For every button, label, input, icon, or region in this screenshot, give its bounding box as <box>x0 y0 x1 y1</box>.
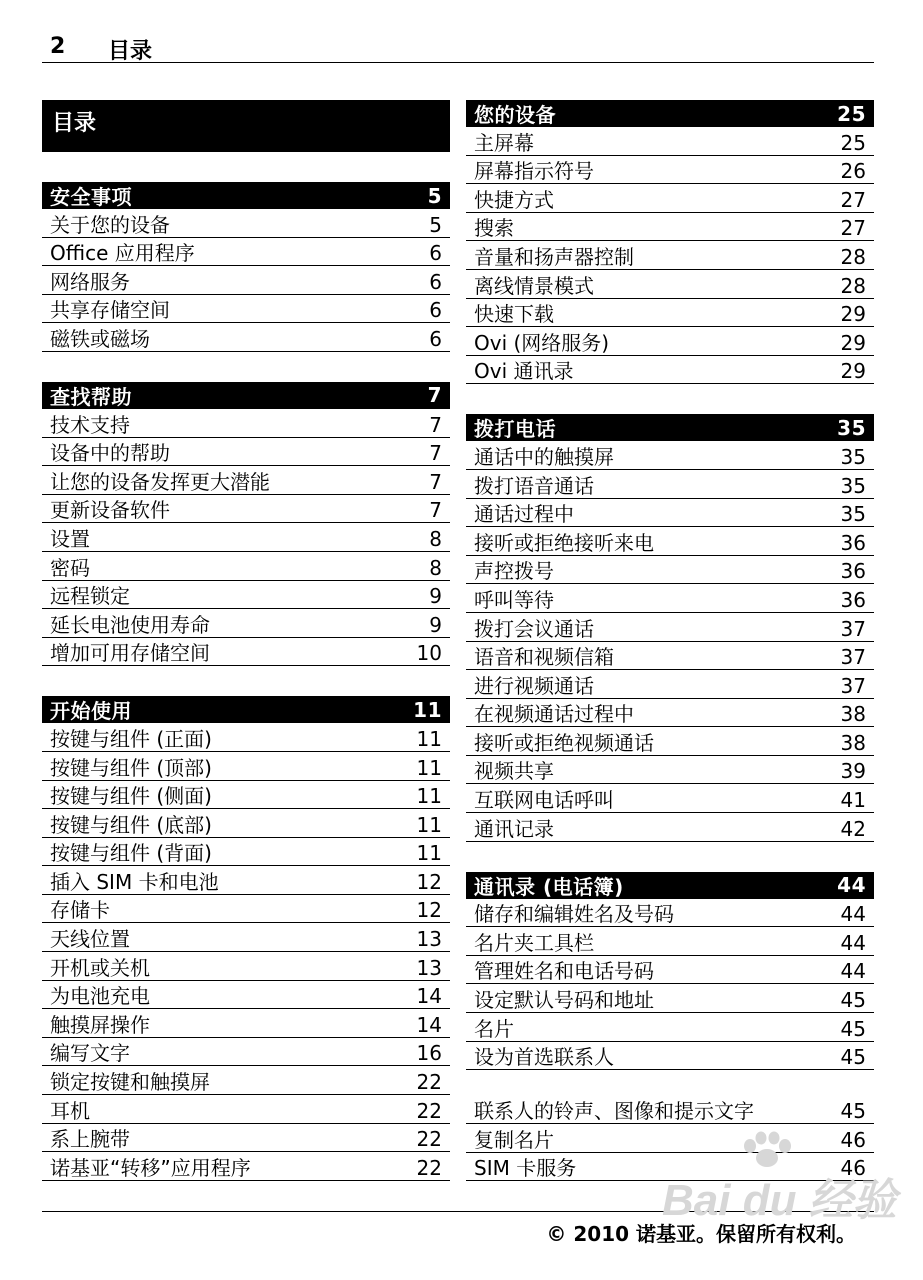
toc-entry[interactable] <box>466 556 874 585</box>
entry-title: 名片 <box>474 1016 514 1041</box>
section-page-number: 25 <box>837 101 866 126</box>
toc-entry[interactable] <box>42 895 450 924</box>
entry-title: 通讯记录 <box>474 816 554 841</box>
toc-entry[interactable] <box>466 270 874 299</box>
section-title: 查找帮助 <box>50 384 132 409</box>
entry-page-number: 12 <box>416 898 442 923</box>
entry-page-number: 14 <box>416 1012 442 1037</box>
entry-title: 密码 <box>50 555 90 580</box>
section-heading[interactable] <box>42 696 450 723</box>
entry-title: 耳机 <box>50 1098 90 1123</box>
entry-title: 系上腕带 <box>50 1127 130 1152</box>
toc-entry[interactable] <box>466 1153 874 1182</box>
section-page-number: 35 <box>837 415 866 440</box>
section-page-number: 11 <box>413 697 442 722</box>
entry-title: 主屏幕 <box>474 130 534 155</box>
toc-entry[interactable] <box>466 156 874 185</box>
section-title: 通讯录 (电话簿) <box>474 874 624 899</box>
toc-entry[interactable] <box>42 1124 450 1153</box>
toc-entry[interactable] <box>42 552 450 581</box>
entry-page-number: 36 <box>840 559 866 584</box>
entry-page-number: 37 <box>840 616 866 641</box>
section-page-number: 44 <box>837 873 866 898</box>
toc-entry[interactable] <box>466 356 874 385</box>
entry-title: 声控拨号 <box>474 559 554 584</box>
entry-title: 设为首选联系人 <box>474 1045 614 1070</box>
toc-entry[interactable] <box>466 184 874 213</box>
entry-page-number: 28 <box>840 244 866 269</box>
copyright-text: © 2010 诺基亚。保留所有权利。 <box>546 1222 856 1246</box>
entry-page-number: 12 <box>416 869 442 894</box>
toc-section <box>466 414 874 841</box>
entry-page-number: 7 <box>429 412 442 437</box>
toc-entry[interactable] <box>42 723 450 752</box>
entry-title: 触摸屏操作 <box>50 1012 150 1037</box>
section-page-number: 5 <box>427 183 442 208</box>
entry-title: 磁铁或磁场 <box>50 326 150 351</box>
toc-entry[interactable] <box>42 609 450 638</box>
toc-entry[interactable] <box>466 642 874 671</box>
entry-page-number: 36 <box>840 587 866 612</box>
toc-entry[interactable] <box>42 295 450 324</box>
entry-page-number: 11 <box>416 784 442 809</box>
entry-page-number: 35 <box>840 502 866 527</box>
toc-entry[interactable] <box>42 323 450 352</box>
entry-page-number: 46 <box>840 1127 866 1152</box>
entry-title: 通话过程中 <box>474 502 574 527</box>
entry-page-number: 39 <box>840 759 866 784</box>
entry-page-number: 38 <box>840 702 866 727</box>
page-footer <box>42 1211 874 1246</box>
entry-title: 接听或拒绝视频通话 <box>474 730 654 755</box>
page-header <box>42 30 874 63</box>
watermark-text: Bai du 经验 <box>662 1176 897 1225</box>
entry-title: 远程锁定 <box>50 584 130 609</box>
entry-page-number: 6 <box>429 269 442 294</box>
toc-entry[interactable] <box>42 1066 450 1095</box>
toc-entry[interactable] <box>466 727 874 756</box>
page-number: 2 <box>50 34 66 59</box>
entry-title: 设置 <box>50 526 90 551</box>
entry-page-number: 7 <box>429 469 442 494</box>
entry-title: 视频共享 <box>474 759 554 784</box>
entry-page-number: 45 <box>840 1099 866 1124</box>
entry-title: 让您的设备发挥更大潜能 <box>50 469 270 494</box>
entry-title: 按键与组件 (顶部) <box>50 755 212 780</box>
entry-page-number: 45 <box>840 988 866 1013</box>
entry-title: 网络服务 <box>50 269 130 294</box>
toc-entry[interactable] <box>42 1095 450 1124</box>
entry-title: 关于您的设备 <box>50 212 170 237</box>
toc-entry[interactable] <box>466 1070 874 1124</box>
toc-entry[interactable] <box>42 809 450 838</box>
toc-section <box>42 182 450 352</box>
entry-page-number: 42 <box>840 816 866 841</box>
left-column <box>42 100 450 1211</box>
toc-entry[interactable] <box>42 438 450 467</box>
right-column <box>466 100 874 1211</box>
entry-title: 在视频通话过程中 <box>474 702 634 727</box>
toc-entry[interactable] <box>466 470 874 499</box>
toc-entry[interactable] <box>466 527 874 556</box>
entry-title: 复制名片 <box>474 1127 554 1152</box>
entry-title: 快速下载 <box>474 302 554 327</box>
entry-page-number: 8 <box>429 555 442 580</box>
entry-page-number: 16 <box>416 1041 442 1066</box>
entry-title: 按键与组件 (正面) <box>50 726 212 751</box>
entry-title: 离线情景模式 <box>474 273 594 298</box>
entry-page-number: 41 <box>840 788 866 813</box>
entry-title: 设备中的帮助 <box>50 441 170 466</box>
entry-page-number: 46 <box>840 1156 866 1181</box>
toc-entry[interactable] <box>466 499 874 528</box>
entry-page-number: 25 <box>840 130 866 155</box>
toc-entry[interactable] <box>42 638 450 667</box>
entry-page-number: 7 <box>429 441 442 466</box>
entry-title: 屏幕指示符号 <box>474 159 594 184</box>
toc-entry[interactable] <box>466 784 874 813</box>
toc-entry[interactable] <box>466 1013 874 1042</box>
entry-page-number: 44 <box>840 959 866 984</box>
entry-title: 按键与组件 (背面) <box>50 841 212 866</box>
toc-entry[interactable] <box>466 756 874 785</box>
entry-title: 共享存储空间 <box>50 298 170 323</box>
entry-page-number: 6 <box>429 326 442 351</box>
entry-title: 拨打语音通话 <box>474 473 594 498</box>
toc-entry[interactable] <box>42 1038 450 1067</box>
toc-entry[interactable] <box>466 1124 874 1153</box>
entry-title: Ovi 通讯录 <box>474 359 574 384</box>
toc-entry[interactable] <box>466 327 874 356</box>
toc-entry[interactable] <box>466 441 874 470</box>
entry-page-number: 22 <box>416 1098 442 1123</box>
entry-title: 音量和扬声器控制 <box>474 244 634 269</box>
section-title: 拨打电话 <box>474 417 556 442</box>
toc-entry[interactable] <box>466 613 874 642</box>
entry-page-number: 27 <box>840 216 866 241</box>
entry-page-number: 44 <box>840 902 866 927</box>
toc-entry[interactable] <box>466 584 874 613</box>
entry-title: 呼叫等待 <box>474 587 554 612</box>
entry-title: 增加可用存储空间 <box>50 641 210 666</box>
entry-page-number: 27 <box>840 187 866 212</box>
toc-entry[interactable] <box>466 213 874 242</box>
entry-title: 更新设备软件 <box>50 498 170 523</box>
entry-page-number: 37 <box>840 673 866 698</box>
entry-page-number: 22 <box>416 1070 442 1095</box>
entry-title: 天线位置 <box>50 927 130 952</box>
entry-page-number: 35 <box>840 473 866 498</box>
toc-entry[interactable] <box>42 581 450 610</box>
toc-entry[interactable] <box>466 984 874 1013</box>
toc-entry[interactable] <box>466 670 874 699</box>
entry-title: 进行视频通话 <box>474 673 594 698</box>
entry-page-number: 11 <box>416 812 442 837</box>
entry-page-number: 45 <box>840 1016 866 1041</box>
entry-title: 延长电池使用寿命 <box>50 612 210 637</box>
entry-page-number: 38 <box>840 730 866 755</box>
entry-page-number: 8 <box>429 526 442 551</box>
entry-title: 按键与组件 (侧面) <box>50 784 212 809</box>
entry-page-number: 14 <box>416 984 442 1009</box>
section-heading[interactable] <box>42 382 450 409</box>
entry-title: 诺基亚“转移”应用程序 <box>50 1155 251 1180</box>
entry-page-number: 45 <box>840 1045 866 1070</box>
entry-page-number: 26 <box>840 159 866 184</box>
entry-page-number: 11 <box>416 755 442 780</box>
entry-page-number: 13 <box>416 955 442 980</box>
entry-title: 开机或关机 <box>50 955 150 980</box>
section-heading[interactable] <box>466 872 874 899</box>
toc-entry[interactable] <box>42 952 450 981</box>
toc-entry[interactable] <box>42 838 450 867</box>
section-heading[interactable] <box>42 182 450 209</box>
section-title: 安全事项 <box>50 185 132 209</box>
entry-title: Office 应用程序 <box>50 241 195 266</box>
toc-entry[interactable] <box>42 866 450 895</box>
toc-entry[interactable] <box>42 266 450 295</box>
entry-page-number: 35 <box>840 444 866 469</box>
toc-title: 目录 <box>42 100 450 152</box>
toc-entry[interactable] <box>42 209 450 238</box>
entry-title: 为电池充电 <box>50 984 150 1009</box>
toc-entry[interactable] <box>466 899 874 928</box>
entry-title: 储存和编辑姓名及号码 <box>474 902 674 927</box>
toc-entry[interactable] <box>42 523 450 552</box>
entry-page-number: 22 <box>416 1155 442 1180</box>
toc-entry[interactable] <box>42 981 450 1010</box>
entry-page-number: 13 <box>416 927 442 952</box>
toc-entry[interactable] <box>42 781 450 810</box>
entry-page-number: 37 <box>840 645 866 670</box>
entry-page-number: 29 <box>840 330 866 355</box>
toc-entry[interactable] <box>466 299 874 328</box>
entry-page-number: 29 <box>840 302 866 327</box>
toc-section <box>466 100 874 384</box>
entry-page-number: 22 <box>416 1127 442 1152</box>
entry-page-number: 9 <box>429 584 442 609</box>
entry-page-number: 5 <box>429 212 442 237</box>
entry-title: 拨打会议通话 <box>474 616 594 641</box>
entry-title: 快捷方式 <box>474 187 554 212</box>
toc-entry[interactable] <box>466 241 874 270</box>
header-title: 目录 <box>108 39 153 64</box>
entry-title: 技术支持 <box>50 412 130 437</box>
entry-title: 互联网电话呼叫 <box>474 788 614 813</box>
entry-page-number: 6 <box>429 241 442 266</box>
entry-page-number: 11 <box>416 726 442 751</box>
section-title: 开始使用 <box>50 699 132 724</box>
toc-section <box>42 382 450 666</box>
entry-title: SIM 卡服务 <box>474 1156 577 1181</box>
toc-section <box>42 696 450 1181</box>
entry-title: 接听或拒绝接听来电 <box>474 530 654 555</box>
entry-title: 语音和视频信箱 <box>474 645 614 670</box>
toc-entry[interactable] <box>42 238 450 267</box>
toc-entry[interactable] <box>42 495 450 524</box>
entry-title: 锁定按键和触摸屏 <box>50 1070 210 1095</box>
entry-title: 设定默认号码和地址 <box>474 988 654 1013</box>
toc-entry[interactable] <box>466 1042 874 1071</box>
entry-title: 存储卡 <box>50 898 110 923</box>
entry-title: 名片夹工具栏 <box>474 930 594 955</box>
toc-entry[interactable] <box>466 927 874 956</box>
section-title: 您的设备 <box>474 103 556 127</box>
section-page-number: 7 <box>427 383 442 408</box>
section-heading[interactable] <box>466 100 874 127</box>
entry-page-number: 36 <box>840 530 866 555</box>
entry-page-number: 28 <box>840 273 866 298</box>
entry-title: 管理姓名和电话号码 <box>474 959 654 984</box>
entry-page-number: 11 <box>416 841 442 866</box>
entry-title: Ovi (网络服务) <box>474 330 610 355</box>
entry-title: 按键与组件 (底部) <box>50 812 212 837</box>
entry-title: 编写文字 <box>50 1041 130 1066</box>
toc-entry[interactable] <box>42 752 450 781</box>
toc-entry[interactable] <box>42 409 450 438</box>
toc-entry[interactable] <box>466 813 874 842</box>
toc-entry[interactable] <box>42 1009 450 1038</box>
section-heading[interactable] <box>466 414 874 441</box>
entry-title: 通话中的触摸屏 <box>474 444 614 469</box>
toc-entry[interactable] <box>42 466 450 495</box>
entry-page-number: 6 <box>429 298 442 323</box>
entry-page-number: 10 <box>416 641 442 666</box>
entry-title: 搜索 <box>474 216 514 241</box>
toc-entry[interactable] <box>42 923 450 952</box>
toc-section <box>466 872 874 1182</box>
toc-entry[interactable] <box>466 956 874 985</box>
entry-title: 插入 SIM 卡和电池 <box>50 869 219 894</box>
entry-page-number: 9 <box>429 612 442 637</box>
toc-entry[interactable] <box>42 1152 450 1181</box>
entry-page-number: 29 <box>840 359 866 384</box>
entry-page-number: 44 <box>840 930 866 955</box>
toc-entry[interactable] <box>466 699 874 728</box>
entry-title: 联系人的铃声、图像和提示文字 <box>474 1099 754 1124</box>
entry-page-number: 7 <box>429 498 442 523</box>
toc-entry[interactable] <box>466 127 874 156</box>
